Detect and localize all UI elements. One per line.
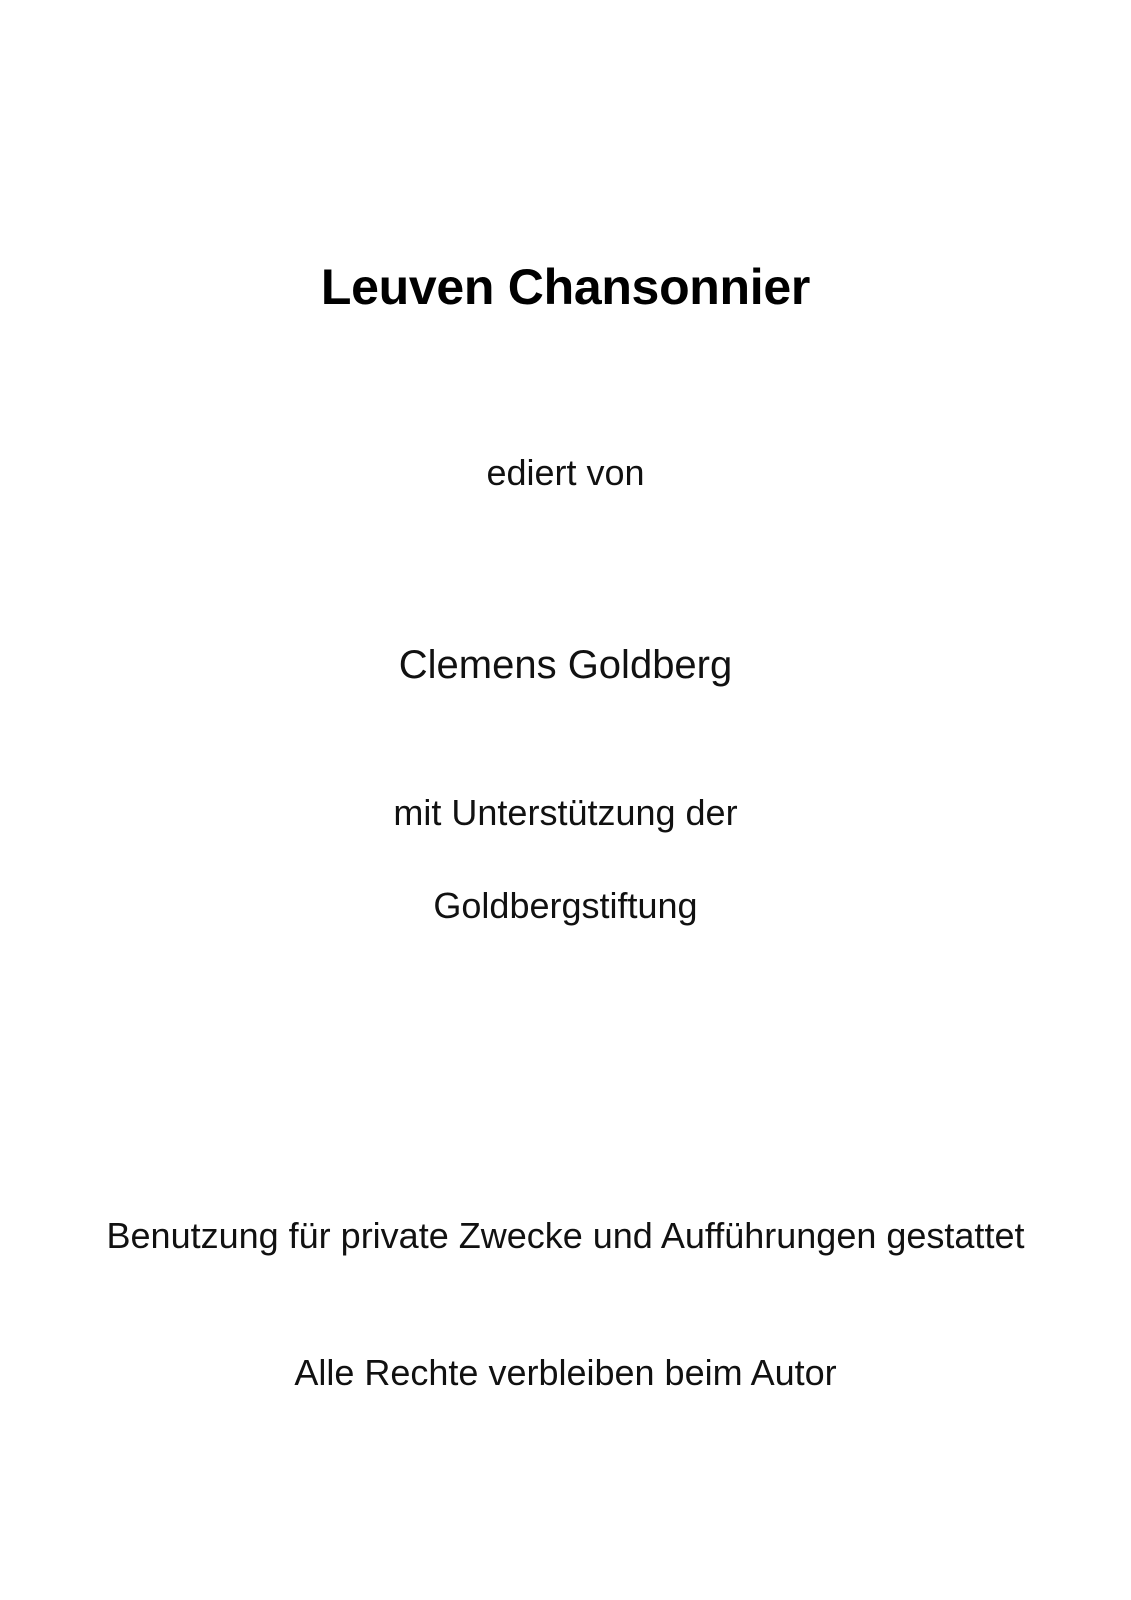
document-title: Leuven Chansonnier [320,259,811,315]
foundation-name: Goldbergstiftung [433,885,698,926]
editor-name: Clemens Goldberg [398,643,733,687]
edited-by-label: ediert von [486,452,645,493]
rights-notice: Alle Rechte verbleiben beim Autor [294,1352,837,1393]
usage-notice: Benutzung für private Zwecke und Aufführungen gestattet [106,1215,1025,1256]
support-label: mit Unterstützung der [393,792,738,833]
